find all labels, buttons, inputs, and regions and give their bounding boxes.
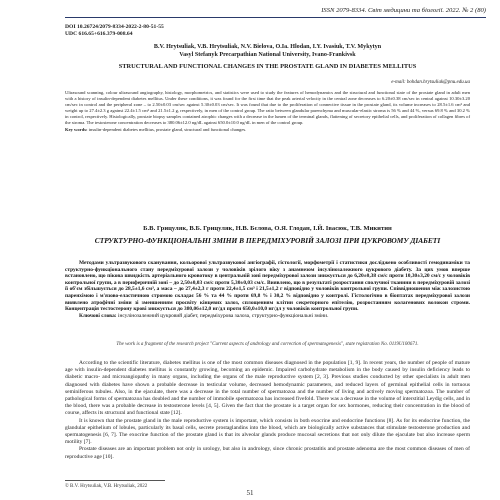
authors-en: B.V. Hrytsuliak, V.B. Hrytsuliak, N.V. Bielova, O.Ia. Hlodan, I.Y. Ivasiuk, T.V. Mykytyn	[153, 44, 382, 50]
title-en: STRUCTURAL AND FUNCTIONAL CHANGES IN THE PROSTATE GLAND IN DIABETES MELLITUS	[118, 63, 417, 70]
page-number: 51	[246, 489, 254, 497]
doi: DOI 10.26724/2079-8334-2022-2-80-51-55	[65, 24, 164, 30]
header-rule	[65, 17, 486, 18]
footer-rule	[65, 480, 165, 481]
authors-ua: Б.В. Грицуляк, В.Б. Грицуляк, Н.В. Бєлова, О.Я. Глодан, І.Й. Івасюк, Т.В. Микитин	[143, 225, 392, 232]
affiliation: Vasyl Stefanyk Precarpathian National University, Ivano-Frankivsk	[179, 51, 356, 58]
udc: UDC 616.65+616.379-008.64	[65, 31, 133, 37]
body-text	[65, 360, 470, 461]
body-paragraph: It is known that the prostate gland in the male reproductive system is important, which consists in both exocrine and endocrine functions [8]. As for its endocrine function, the glandular epithelium of lobules, particularly its basal cells, secrete prostaglandins into the blood, which are biologically active substances that stimulate testosterone production and spermatogenesis [6, 7]. The exocrine function of the prostate gland is that its alveolar glands produce mucosal secretions that not only dilute the ejaculate but also increase sperm motility [7].	[65, 417, 470, 446]
copyright: © B.V. Hrytsuliak, V.B. Hrytsuliak, 2022	[65, 484, 148, 489]
abstract-en-text: Ultrasound scanning, colour ultrasound angiography, histology, morphometrics, and statistics were used to study the features of hemodynamics and the structural and functional state of the prostate gland in adult men with a history of insulin-dependent diabetes mellitus. Under these conditions, it was found for the first time that the peak arterial velocity in the central zone decreases to 6.20±0.38 cm/sec in central against 10.30±3.20 cm/sec in control and the peripheral zone – to 2.50±0.03 cm/sec against 5.30±0.03 cm/sec. It was found that due to the proliferation of connective tissue in the prostate gland, its volume increases to 28.5±1.6 cm³ and weight up to 27.4±2.3 g against 22.4±1.5 cm³ and 21.5±1.2 g, respectively, in men of the control group. The ratio between glandular parenchyma and muscular-elastic stroma is 56 % and 44 %, versus 69.8 % and 30.2 % in control, respectively. Histologically, prostate biopsy samples contained atrophic changes with a decrease in the lumen of the terminal glands, flattening of secretory epithelial cells, and proliferation of collagen fibres of the stroma. The testosterone concentration decreases to 380.06±12.0 ng/dL against 650.0±10.0 ng/dL in men of the control group.	[65, 90, 470, 126]
article-meta	[65, 24, 470, 38]
contact-email: e-mail: bohdan.hrytsuliak@pnu.edu.ua	[391, 80, 470, 85]
keywords-en: insulin-dependent diabetes mellitus, prostate gland, structural and functional changes.	[88, 126, 247, 132]
title-ua: СТРУКТУРНО-ФУНКЦІОНАЛЬНІ ЗМІНИ В ПЕРЕДМІХУРОВІЙ ЗАЛОЗІ ПРИ ЦУКРОВОМУ ДІАБЕТІ	[94, 236, 441, 245]
keywords-en-label: Key words:	[65, 126, 88, 132]
research-project-note: The work is a fragment of the research project "Current aspects of andrology and correction of spermatogenesis", state registration No. 0119U100671.	[116, 342, 419, 347]
body-paragraph: According to the scientific literature, diabetes mellitus is one of the most common diseases diagnosed in the population [1, 9]. In recent years, the number of people of mature age with insulin-dependent diabetes mellitus is constantly growing, becoming an epidemic. Impaired carbohydrate metabolism in the body caused by insulin deficiency leads to diabetic macro- and microangiopathy in many organs, including the organs of the male reproductive system [2, 3]. Previous studies conducted by other specialists in adult men diagnosed with diabetes have shown a probable decrease in testicular volume, decreased hemodynamic parameters, and reduced layers of germinal epithelial cells in tortuous seminiferous tubules. Also, in the ejaculate, there was a decrease in the total number of spermatozoa and the number of living and actively moving spermatozoa. The number of pathological forms of spermatozoa has doubled and the number of immobile spermatozoa has increased fivefold. There was a decrease in the volume of interstitial Leydig cells, and in the blood, there was a probable decrease in testosterone levels [4, 5]. Given the fact that the prostate is a target organ for sex hormones, reducing their concentration in the blood of course, affects its structural and functional state [12].	[65, 360, 470, 417]
abstract-en	[65, 90, 470, 133]
keywords-ua-label: Ключові слова:	[79, 312, 117, 319]
keywords-ua: інсулінозалежний цукровий діабет, передміхурова залоза, структурно-функціональні зміни.	[117, 312, 329, 319]
running-head: ISSN 2079-8334. Світ медицини та біології. 2022. № 2 (80)	[321, 7, 486, 14]
body-paragraph: Prostate diseases are an important problem not only in urology, but also in andrology, since chronic prostatitis and prostate adenoma are the most common diseases of men of reproductive age [10].	[65, 446, 470, 460]
abstract-ua	[65, 260, 470, 319]
authors-en-block	[65, 44, 470, 59]
abstract-ua-text: Методами ультразвукового сканування, кольорової ультразвукової ангіографії, гістології, морфометрії і статистики досліджено особливості гемодинаміки та структурно-функціонального стану передміхурової залози у чоловіків зрілого віку з анамнезом інсулінозалежного цукрового діабету. За цих умов вперше встановлено, що пікова швидкість артеріального кровотоку в центральній зоні передміхурової залози знижується до 6,20±0,38 см/с проти 10,30±3,20 см/с у чоловіків контрольної групи, а в периферичній зоні – до 2,50±0,03 см/с проти 5,30±0,03 см/с. Виявлено, що в результаті розростання сполучної тканини в передміхуровій залозі її об'єм збільшується до 28,5±1,6 см³, а маса – до 27,4±2,3 г проти 22,4±1,5 см³ і 21,5±1,2 г відповідно у чоловіків контрольної групи. Співвідношення між залозистою паренхімою і м'язово-еластичною стромою складає 56 % та 44 % проти 69,8 % і 30,2 % відповідно у контролі. Гістологічно в біоптатах передміхурової залози виявлено атрофічні зміни зі зменшенням просвіту кінцевих залоз, сплощенням клітин секреторного епітелію, розростанням колагенових волокон строми. Концентрація тестостерону крові знижується до 380,06±12,0 нг/дл проти 650,0±10,0 нг/дл у чоловіків контрольної групи.	[65, 260, 470, 313]
